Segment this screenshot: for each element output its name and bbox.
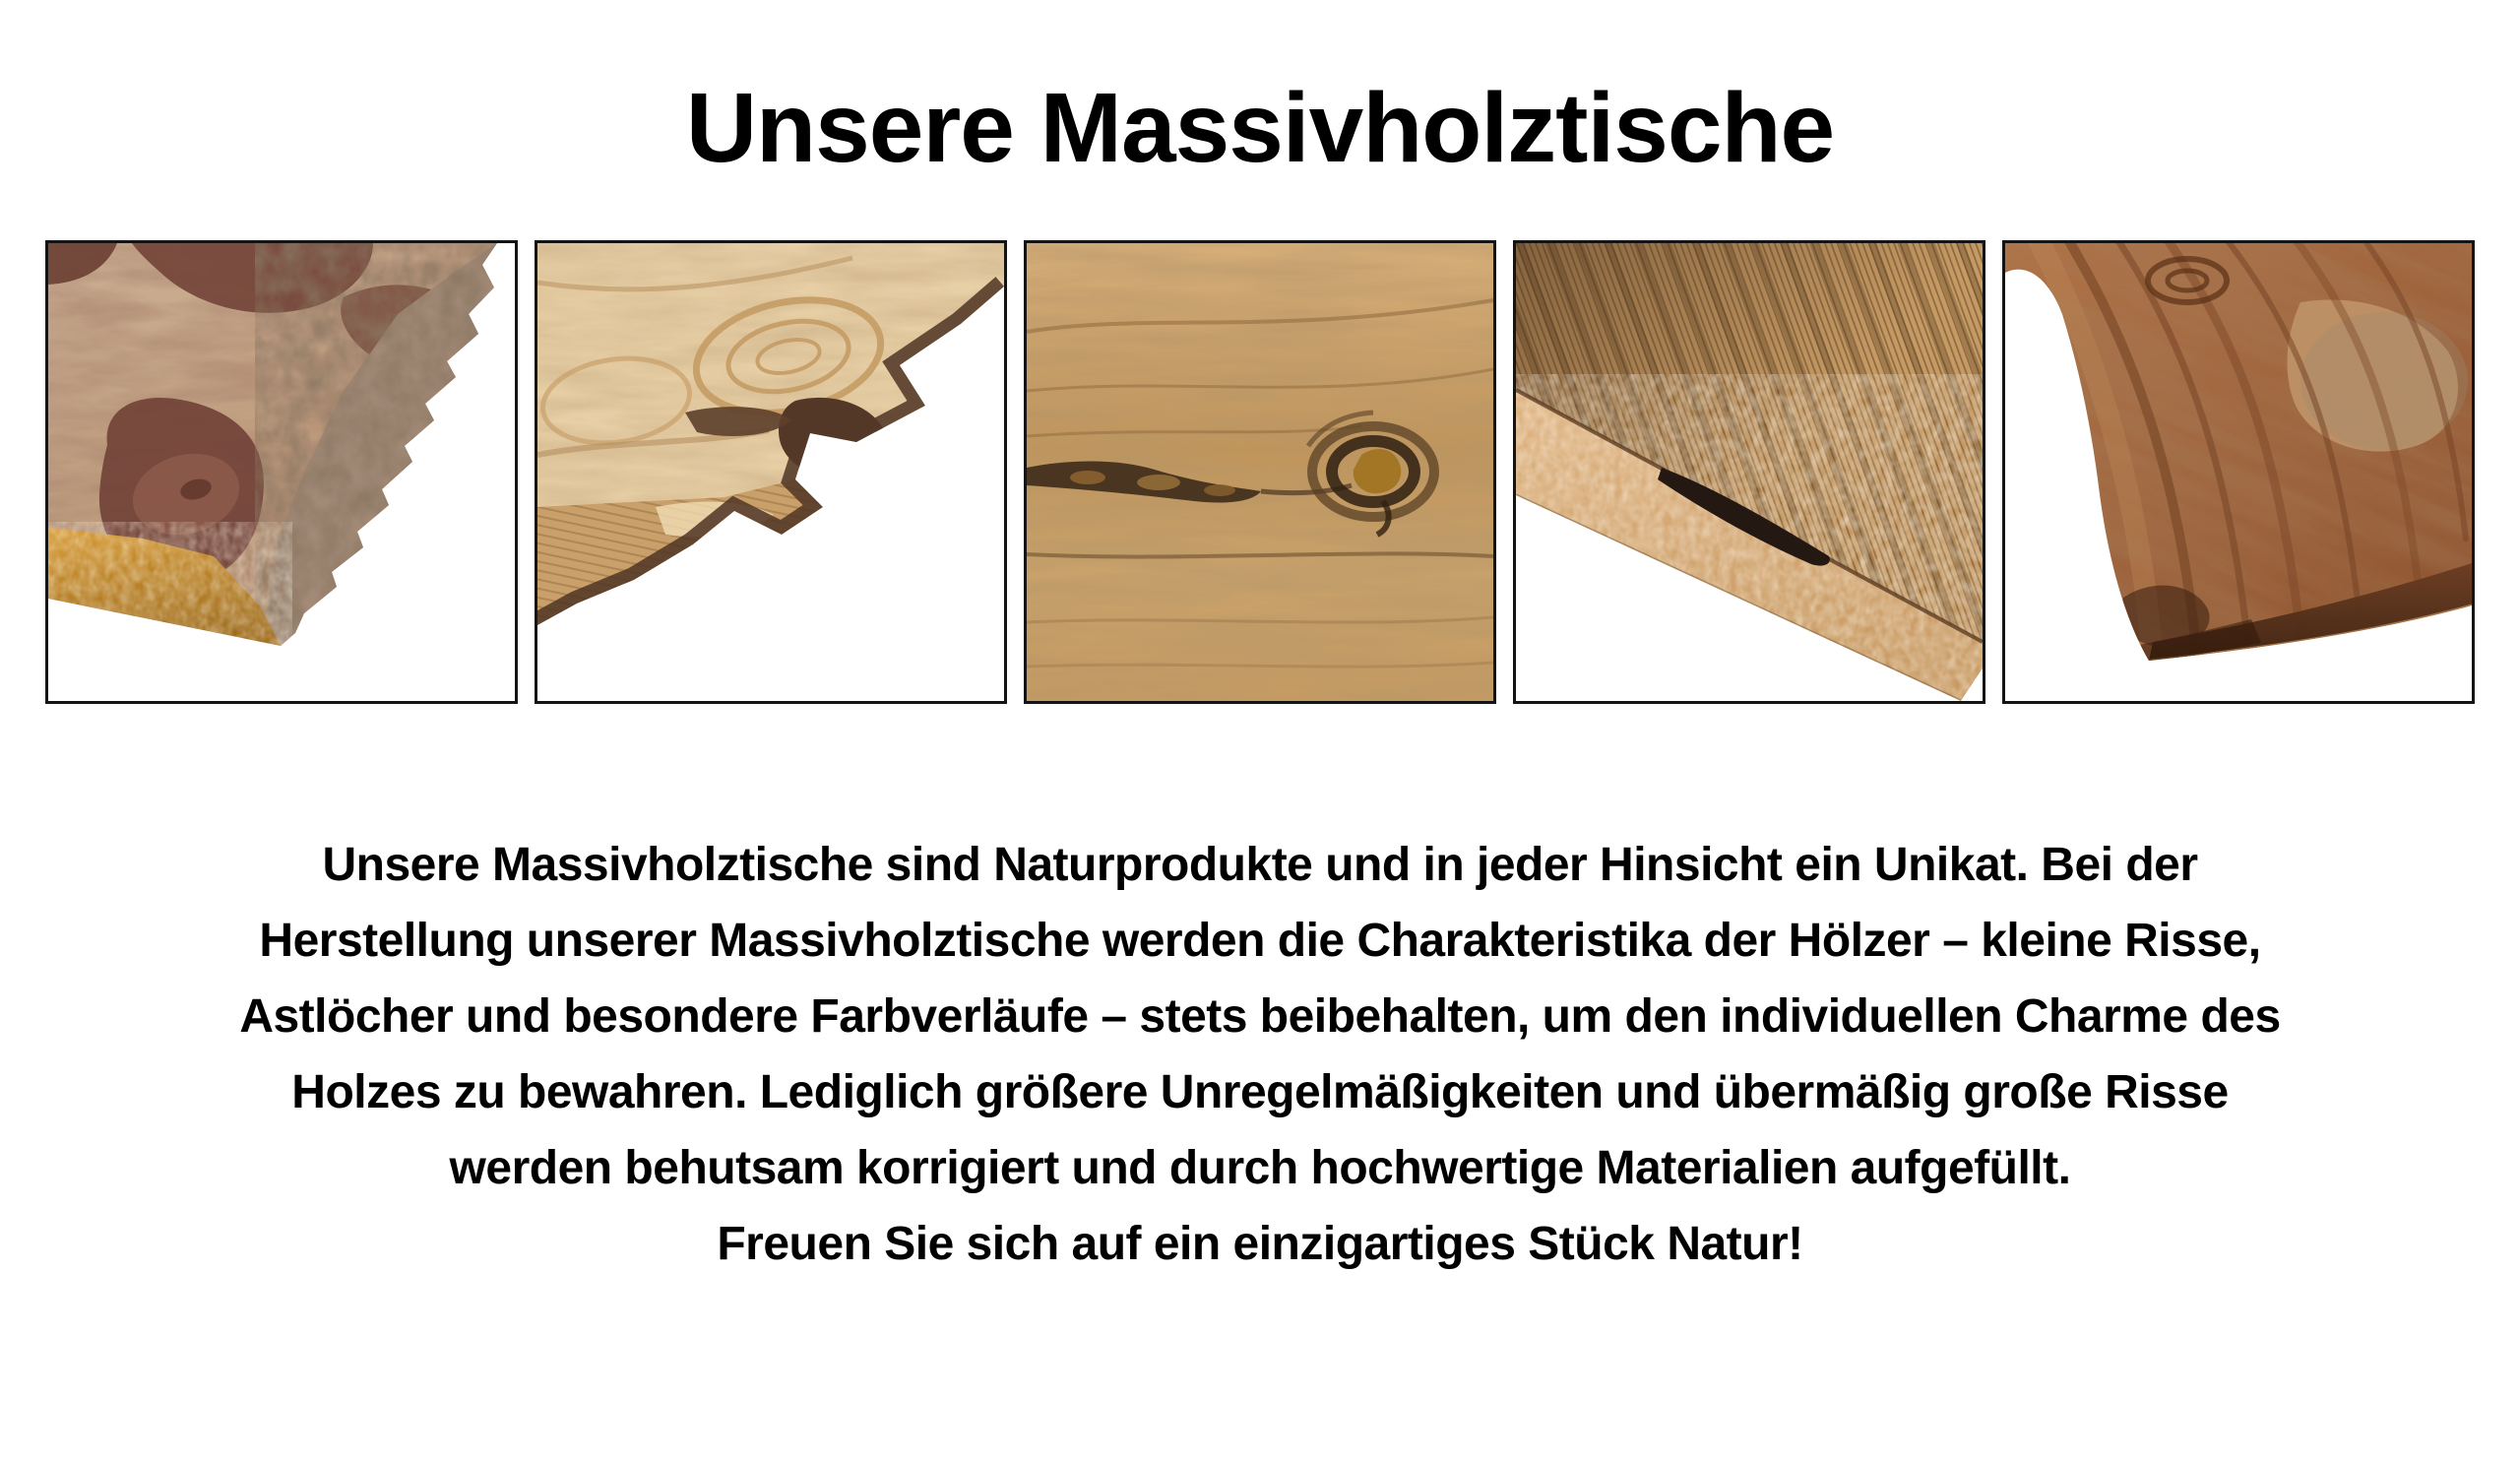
wood-surface xyxy=(2005,243,2472,701)
product-image-rough-sawn-plank-edge xyxy=(1513,240,1985,704)
gallery-row xyxy=(0,240,2520,704)
description-line: Astlöcher und besondere Farbverläufe – stets beibehalten, um den individuellen Charme des xyxy=(239,990,2281,1043)
banner xyxy=(0,69,2520,1463)
wood-surface xyxy=(537,243,1004,701)
product-image-acacia-grain-knot-detail xyxy=(1024,240,1496,704)
wood-surface xyxy=(1516,243,1983,701)
description-line: Holzes zu bewahren. Lediglich größere Unregelmäßigkeiten und übermäßig große Risse xyxy=(291,1066,2229,1118)
description-line: Freuen Sie sich auf ein einzigartiges Stück Natur! xyxy=(717,1218,1803,1270)
description-line: Unsere Massivholztische sind Naturprodukte und in jeder Hinsicht ein Unikat. Bei der xyxy=(322,839,2198,891)
product-image-sheesham-table-corner xyxy=(2002,240,2475,704)
wood-illustration-3 xyxy=(1027,243,1493,701)
wood-illustration-4 xyxy=(1516,243,1983,701)
description-line: Herstellung unserer Massivholztische werden die Charakteristika der Hölzer – kleine Risse, xyxy=(259,915,2261,967)
product-image-rosewood-live-edge-corner xyxy=(45,240,518,704)
description-paragraph xyxy=(0,827,2520,1282)
description-line: werden behutsam korrigiert und durch hochwertige Materialien aufgefüllt. xyxy=(449,1142,2071,1194)
wood-surface xyxy=(48,243,515,701)
wood-surface xyxy=(1027,243,1493,701)
wood-illustration-1 xyxy=(48,243,515,701)
wood-illustration-5 xyxy=(2005,243,2472,701)
page-title: Unsere Massivholztische xyxy=(685,73,1835,183)
product-image-acacia-live-edge-corner xyxy=(535,240,1007,704)
wood-illustration-2 xyxy=(537,243,1004,701)
